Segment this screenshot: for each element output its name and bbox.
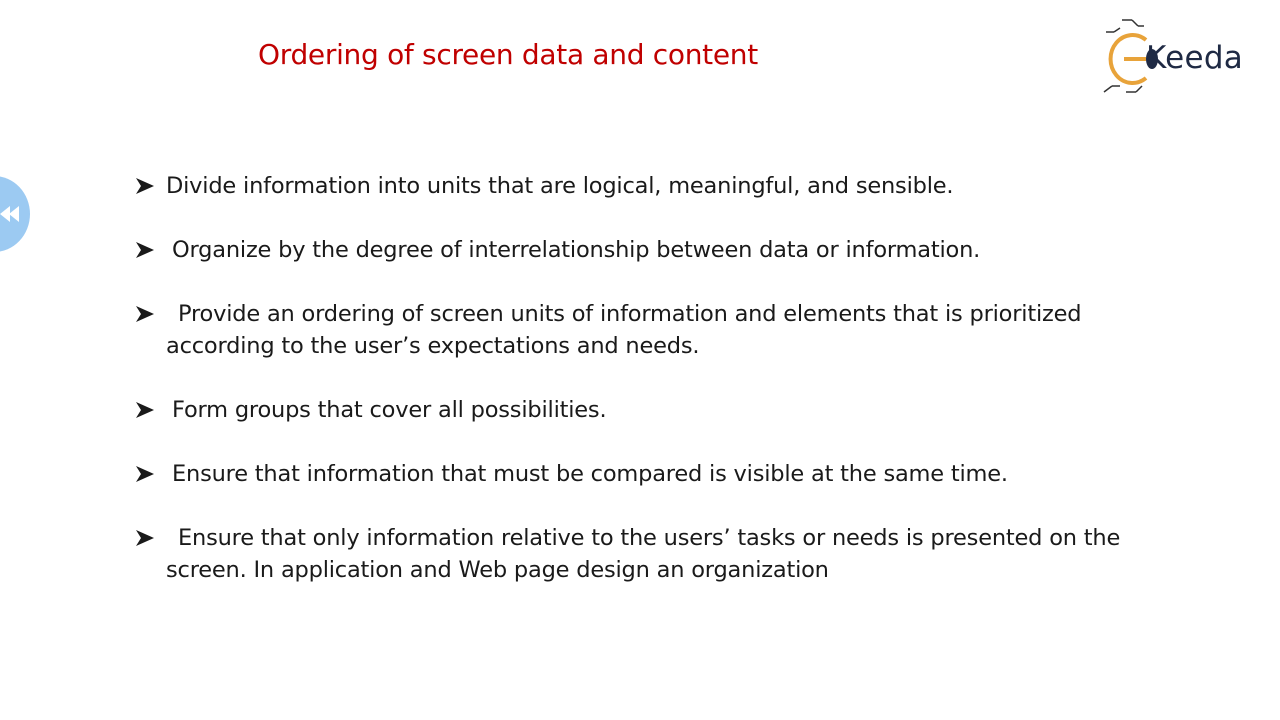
bullet-item xyxy=(136,234,1136,266)
slide-title: Ordering of screen data and content xyxy=(258,38,758,71)
arrow-bullet-icon xyxy=(136,530,154,546)
arrow-bullet-icon xyxy=(136,402,154,418)
bullet-text: Organize by the degree of interrelationship between data or information. xyxy=(172,237,981,263)
bullet-item xyxy=(136,298,1136,362)
bullet-text: Ensure that only information relative to the users’ tasks or needs is presented on the xyxy=(178,525,1121,551)
arrow-bullet-icon xyxy=(136,178,154,194)
skip-back-icon xyxy=(0,202,20,226)
bullet-text: Divide information into units that are logical, meaningful, and sensible. xyxy=(166,173,954,199)
bullet-item xyxy=(136,522,1136,586)
arrow-bullet-icon xyxy=(136,466,154,482)
bullet-text: Ensure that information that must be compared is visible at the same time. xyxy=(172,461,1008,487)
arrow-bullet-icon xyxy=(136,306,154,322)
bullet-text-continued: according to the user’s expectations and needs. xyxy=(166,333,700,359)
bullet-text: Provide an ordering of screen units of information and elements that is prioritized xyxy=(178,301,1082,327)
logo-text: Keeda xyxy=(1146,40,1244,76)
bullet-item xyxy=(136,170,1136,202)
bullet-list xyxy=(136,170,1136,618)
skip-back-button[interactable] xyxy=(0,176,30,252)
bullet-item xyxy=(136,394,1136,426)
arrow-bullet-icon xyxy=(136,242,154,258)
bullet-text: Form groups that cover all possibilities. xyxy=(172,397,607,423)
bullet-item xyxy=(136,458,1136,490)
bullet-text-continued: screen. In application and Web page design an organization xyxy=(166,557,829,583)
